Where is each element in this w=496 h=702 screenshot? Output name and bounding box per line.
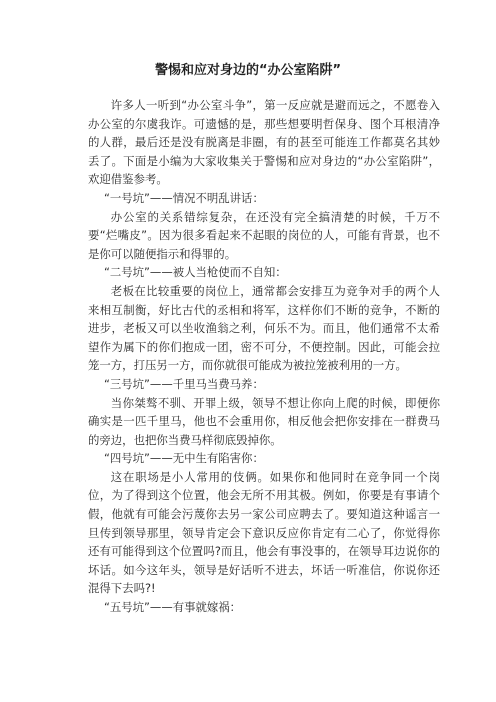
section-heading-2: “二号坑”——被人当枪使而不自知：	[103, 265, 287, 280]
section-paragraph-3: 当你桀骜不驯、开罪上级，领导不想让你向上爬的时候，即便你确实是一匹千里马，他也不会重用你，相反他会把你安排在一群费马的旁边，也把你当费马样彻底毁掉你。	[88, 395, 440, 447]
document-body	[88, 96, 440, 617]
section-heading-4: “四号坑”——无中生有陷害你：	[103, 451, 264, 466]
section-heading-5: “五号坑”——有事就嫁祸：	[103, 600, 242, 615]
section-paragraph-4: 这在职场是小人常用的伎俩。如果你和他同时在竞争同一个岗位，为了得到这个位置，他会无所不用其极。例如，你要是有事请个假，他就有可能会污蔑你去另一家公司应聘去了。要知道这种谣言一旦传到领导那里，领导肯定会下意识反应你肯定有二心了，你觉得你还有可能得到这个位置吗?而且，他会有事没事的，在领导耳边说你的坏话。如今这年头，领导是好话听不进去，坏话一听准信，你说你还混得下去吗?!	[88, 469, 440, 596]
document-title: 警惕和应对身边的“办公室陷阱”	[154, 63, 342, 78]
section-heading-1: “一号坑”——情况不明乱讲话：	[103, 190, 264, 205]
section-paragraph-1: 办公室的关系错综复杂，在还没有完全搞清楚的时候，千万不要“烂嘴皮”。因为很多看起来不起眼的岗位的人，可能有背景，也不是你可以随便指示和得罪的。	[88, 209, 440, 261]
section-heading-3: “三号坑”——千里马当费马养：	[103, 376, 264, 391]
section-paragraph-2: 老板在比较重要的岗位上，通常都会安排互为竞争对手的两个人来相互制衡，好比古代的丞相和将军，这样你们不断的竞争，不断的进步，老板又可以坐收渔翁之利，何乐不为。而且，他们通常不太希望作为属下的你们抱成一团，密不可分，不便控制。因此，可能会拉笼一方，打压另一方，而你就很可能成为被拉笼被利用的一方。	[88, 283, 440, 373]
intro-paragraph: 许多人一听到“办公室斗争”，第一反应就是避而远之，不愿卷入办公室的尔虞我诈。可遗憾的是，那些想要明哲保身、图个耳根清净的人群，最后还是没有脱离是非圈，有的甚至可能连工作都莫名其妙丢了。下面是小编为大家收集关于警惕和应对身边的“办公室陷阱”，欢迎借鉴参考。	[88, 98, 440, 187]
